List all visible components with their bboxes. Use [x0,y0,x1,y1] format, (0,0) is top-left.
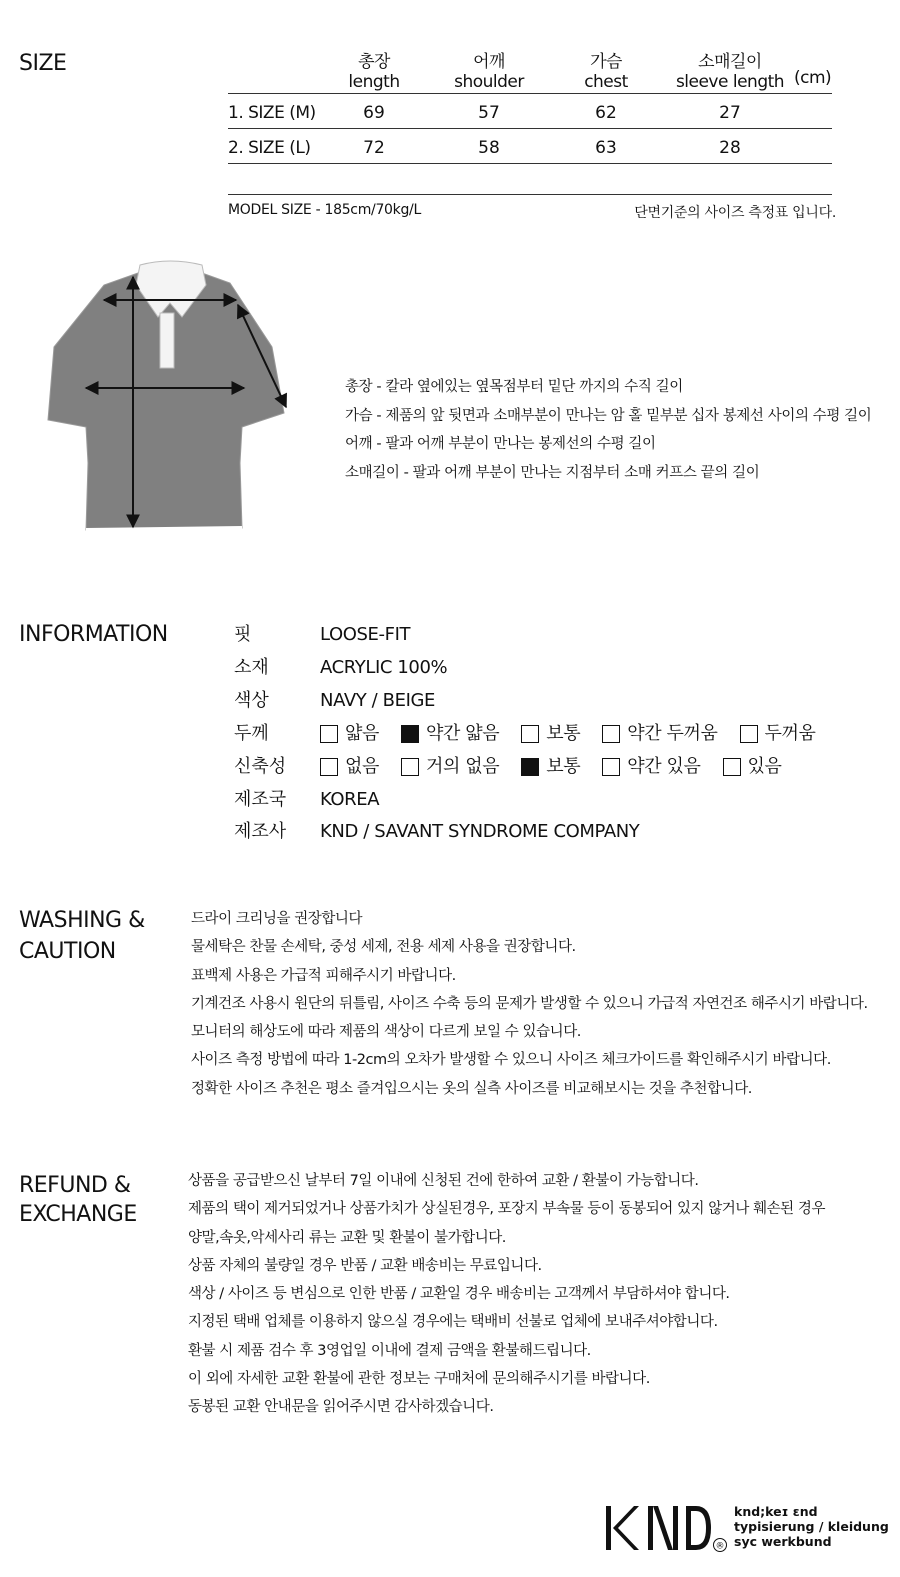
washing-line: 드라이 크리닝을 권장합니다 [191,911,363,927]
maker-value: KND / SAVANT SYNDROME COMPANY [320,821,640,842]
option-label: 있음 [747,756,782,777]
refund-line: 색상 / 사이즈 등 변심으로 인한 반품 / 교환일 경우 배송비는 고객께서 부담하셔야 합니다. [188,1286,730,1303]
material-value: ACRYLIC 100% [320,657,448,678]
checkbox-icon [602,725,620,743]
refund-line: 상품을 공급받으신 날부터 7일 이내에 신청된 건에 한하여 교환 / 환불이 가능합니다. [188,1173,699,1189]
material-label: 소재 [234,657,269,678]
option-label: 약간 두꺼움 [627,723,718,744]
cell-shoulder: 58 [478,138,500,158]
fit-value: LOOSE-FIT [320,624,411,645]
cell-sleeve: 27 [719,103,741,123]
desc-chest: 가슴 - 제품의 앞 뒷면과 소매부분이 만나는 암 홀 밑부분 십자 봉제선 사이의 수평 길이 [345,407,872,424]
origin-value: KOREA [320,789,380,810]
checkbox-icon [320,725,338,743]
shirt-placket [160,313,174,368]
checkbox-icon [521,725,539,743]
stretch-option [401,755,499,779]
thickness-options [320,722,837,746]
washing-line: 정확한 사이즈 추천은 평소 즐겨입으시는 옷의 실측 사이즈를 비교해보시는 것을 추천합니다. [191,1080,752,1097]
logo-line1: knd;keɪ ɛnd [734,1504,818,1519]
logo-text [734,1504,889,1549]
stretch-option [320,755,379,779]
option-label: 약간 있음 [627,756,701,777]
washing-line: 사이즈 측정 방법에 따라 1-2cm의 오차가 발생할 수 있으니 사이즈 체크가이드를 확인해주시기 바랍니다. [191,1052,831,1069]
logo-line2: typisierung / kleidung [734,1519,889,1534]
size-section-title: SIZE [19,51,67,76]
measure-note: 단면기준의 사이즈 측정표 입니다. [634,205,836,221]
color-value: NAVY / BEIGE [320,690,435,711]
header-chest [566,52,646,92]
stretch-option [723,755,782,779]
knd-logo-mark [604,1502,730,1554]
stretch-options [320,755,804,779]
information-section-title: INFORMATION [19,622,168,647]
option-label: 거의 없음 [425,756,500,777]
refund-line: 상품 자체의 불량일 경우 반품 / 교환 배송비는 무료입니다. [188,1257,542,1274]
measure-descriptions [345,373,871,487]
thickness-option [740,722,816,746]
table-rule [228,128,832,129]
checkbox-icon [320,758,338,776]
header-sleeve [670,52,790,92]
refund-line: 제품의 택이 제거되었거나 상품가치가 상실된경우, 포장지 부속물 등이 동봉되어 있지 않거나 훼손된 경우 [188,1201,826,1218]
header-shoulder-en: shoulder [454,72,524,92]
row-label: 2. SIZE (L) [228,138,311,158]
header-sleeve-ko: 소매길이 [698,52,762,72]
refund-line: 환불 시 제품 검수 후 3영업일 이내에 결제 금액을 환불해드립니다. [188,1342,591,1359]
washing-title-line1: WASHING & [19,908,145,933]
checkbox-icon [401,758,419,776]
checkbox-icon [602,758,620,776]
washing-line: 표백제 사용은 가급적 피해주시기 바랍니다. [191,967,456,984]
desc-sleeve: 소매길이 - 팔과 어깨 부분이 만나는 지점부터 소매 커프스 끝의 길이 [345,464,760,481]
checkbox-icon [401,725,419,743]
origin-label: 제조국 [234,789,287,810]
thickness-label: 두께 [234,723,269,744]
checkbox-icon [740,725,758,743]
option-label: 보통 [546,756,581,777]
header-shoulder-ko: 어깨 [473,52,505,72]
color-label: 색상 [234,690,269,711]
washing-line: 모니터의 해상도에 따라 제품의 색상이 다르게 보일 수 있습니다. [191,1024,581,1041]
option-label: 보통 [546,723,581,744]
washing-line: 기계건조 사용시 원단의 뒤틀림, 사이즈 수축 등의 문제가 발생할 수 있으니 가급적 자연건조 해주시기 바랍니다. [191,995,868,1012]
thickness-option [401,722,499,746]
cell-shoulder: 57 [478,103,500,123]
thickness-option [521,722,580,746]
refund-line: 양말,속옷,악세사리 류는 교환 및 환불이 불가합니다. [188,1229,506,1246]
model-size: MODEL SIZE - 185cm/70kg/L [228,202,421,218]
refund-title-line2: EXCHANGE [19,1202,137,1227]
size-unit: (cm) [794,68,832,88]
option-label: 없음 [345,756,379,777]
header-sleeve-en: sleeve length [675,72,785,92]
refund-line: 동봉된 교환 안내문을 읽어주시면 감사하겠습니다. [188,1399,494,1416]
stretch-option [602,755,700,779]
washing-line: 물세탁은 찬물 손세탁, 중성 세제, 전용 세제 사용을 권장합니다. [191,939,576,956]
washing-text [191,905,868,1103]
checkbox-icon [521,758,539,776]
stretch-option [521,755,580,779]
table-rule [228,93,832,94]
cell-sleeve: 28 [719,138,741,158]
table-rule [228,163,832,164]
refund-title-line1: REFUND & [19,1173,131,1198]
stretch-label: 신축성 [234,756,287,777]
refund-line: 이 외에 자세한 교환 환불에 관한 정보는 구매처에 문의해주시기를 바랍니다. [188,1371,650,1388]
registered-mark: ® [715,1541,725,1552]
shirt-body [48,273,284,530]
cell-chest: 62 [595,103,617,123]
header-length-ko: 총장 [358,52,390,72]
row-label: 1. SIZE (M) [228,103,316,123]
cell-chest: 63 [595,138,617,158]
header-length [334,52,414,92]
header-shoulder [439,52,539,92]
refund-section-title [19,1171,137,1229]
cell-length: 69 [363,103,385,123]
desc-length: 총장 - 칼라 옆에있는 옆목점부터 밑단 까지의 수직 길이 [345,379,683,395]
maker-label: 제조사 [234,821,287,842]
logo-line3: syc werkbund [734,1534,832,1549]
washing-section-title [19,905,145,967]
header-chest-en: chest [584,72,628,92]
cell-length: 72 [363,138,385,158]
desc-shoulder: 어깨 - 팔과 어깨 부분이 만나는 봉제선의 수평 길이 [345,436,656,452]
washing-title-line2: CAUTION [19,939,116,964]
header-chest-ko: 가슴 [590,52,622,72]
table-row [228,96,832,130]
table-row [228,131,832,165]
header-length-en: length [348,72,400,92]
shirt-measurement-diagram [40,255,300,540]
option-label: 약간 얇음 [425,723,500,744]
checkbox-icon [723,758,741,776]
refund-line: 지정된 택배 업체를 이용하지 않으실 경우에는 택배비 선불로 업체에 보내주셔야합니다. [188,1314,718,1331]
option-label: 얇음 [345,723,379,744]
footer-rule [228,194,832,195]
thickness-option [320,722,379,746]
refund-text [188,1167,825,1422]
option-label: 두꺼움 [764,723,816,744]
thickness-option [602,722,717,746]
fit-label: 핏 [234,624,252,645]
